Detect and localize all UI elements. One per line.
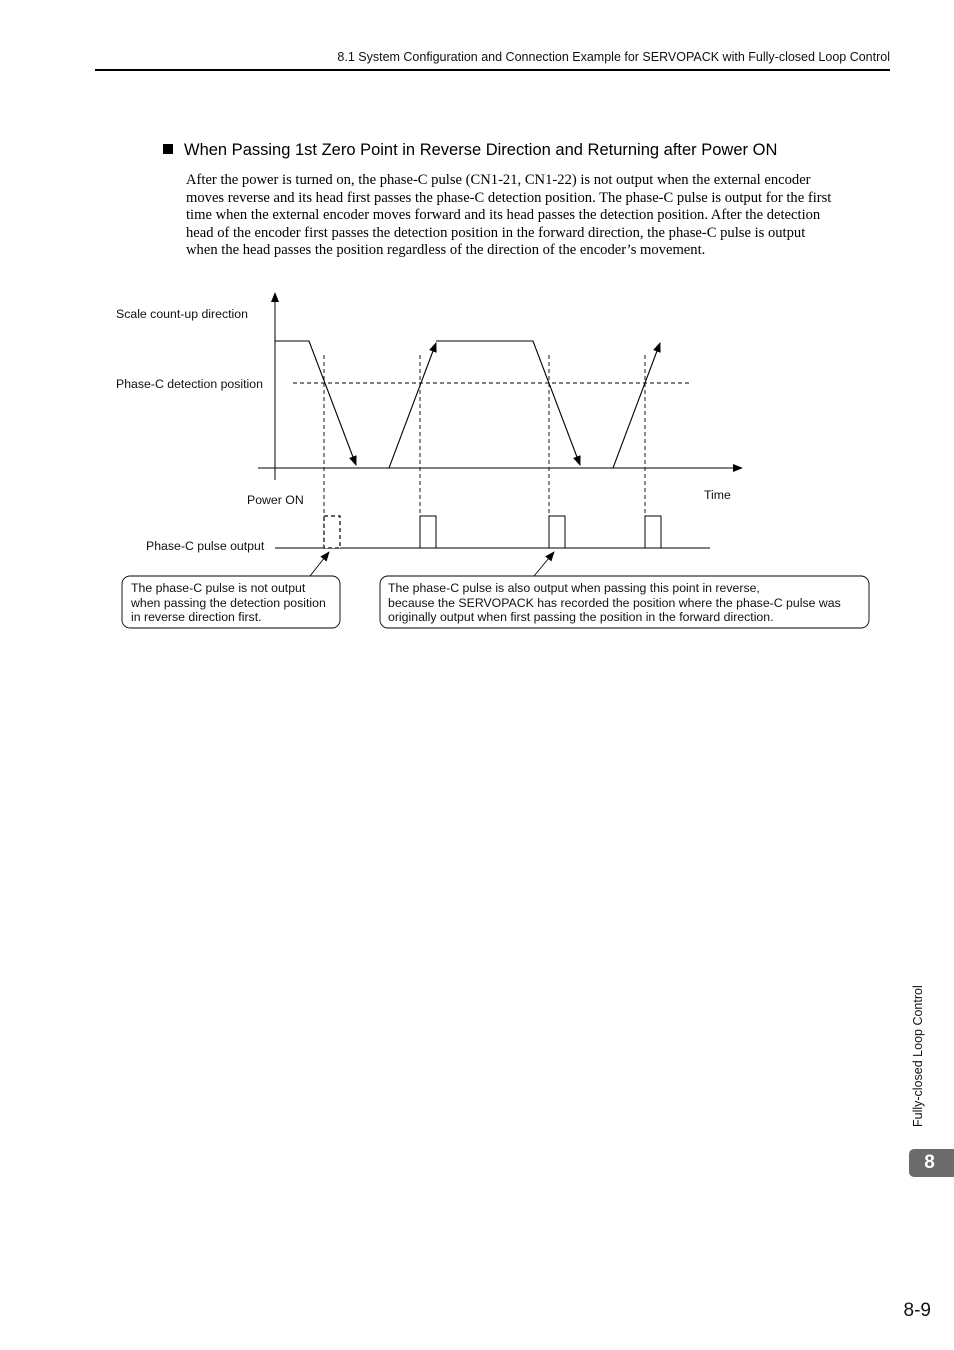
position-trace-3 — [436, 341, 580, 465]
chapter-side-label: Fully-closed Loop Control — [911, 985, 925, 1127]
position-trace-4 — [580, 343, 660, 468]
paragraph-line: time when the external encoder moves forward and its head passes the detection position. After the detection — [186, 207, 821, 224]
phase-c-pulse — [420, 516, 436, 548]
paragraph-line: After the power is turned on, the phase-C pulse (CN1-21, CN1-22) is not output when the external encoder — [186, 172, 811, 188]
right-callout-line: originally output when first passing the position in the forward direction. — [388, 610, 774, 624]
callout-pointer — [310, 552, 329, 576]
position-trace-1 — [275, 341, 356, 465]
paragraph-line: head of the encoder first passes the detection position in the forward direction, the phase-C pulse is output — [186, 224, 806, 241]
suppressed-pulse — [324, 516, 340, 548]
pulse-output-label: Phase-C pulse output — [146, 539, 265, 553]
phase-c-pulse — [645, 516, 661, 548]
scale-count-up-label: Scale count-up direction — [116, 307, 248, 321]
section-heading-text: When Passing 1st Zero Point in Reverse Direction and Returning after Power ON — [184, 141, 778, 159]
page-number: 8-9 — [903, 1300, 931, 1321]
phase-c-pulse — [549, 516, 565, 548]
paragraph-line: when the head passes the position regardless of the direction of the encoder’s movement. — [186, 242, 706, 259]
callout-pointer — [534, 552, 554, 576]
position-trace-2 — [356, 343, 436, 468]
chapter-tab: 8 — [909, 1149, 954, 1177]
time-label: Time — [704, 488, 731, 502]
left-callout-line: in reverse direction first. — [131, 610, 262, 624]
paragraph-line: moves reverse and its head first passes the phase-C detection position. The phase-C pulse is output for the first — [186, 189, 832, 206]
left-callout-line: The phase-C pulse is not output — [131, 581, 306, 595]
running-header: 8.1 System Configuration and Connection Example for SERVOPACK with Fully-closed Loop Control — [337, 50, 890, 64]
power-on-label: Power ON — [247, 493, 304, 507]
left-callout-line: when passing the detection position — [131, 596, 326, 610]
detection-position-label: Phase-C detection position — [116, 377, 263, 391]
right-callout-line: because the SERVOPACK has recorded the position where the phase-C pulse was — [388, 596, 841, 610]
right-callout-line: The phase-C pulse is also output when passing this point in reverse, — [388, 581, 760, 595]
